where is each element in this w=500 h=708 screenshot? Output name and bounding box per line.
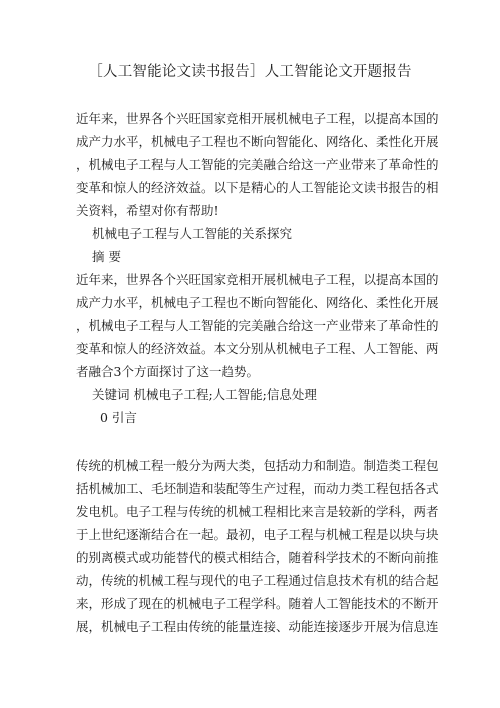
text-line: 括机械加工、毛坯制造和装配等生产过程，而动力类工程包括各式: [76, 481, 439, 496]
text-line: 成产力水平，机械电子工程也不断向智能化、网络化、柔性化开展: [76, 295, 439, 310]
text-line: 发电机。电子工程与传统的机械工程相比来言是较新的学科，两者: [76, 504, 439, 519]
text-line: 传统的机械工程一般分为两大类，包括动力和制造。制造类工程包: [76, 458, 439, 473]
text-line: 变革和惊人的经济效益。本文分别从机械电子工程、人工智能、两: [76, 341, 439, 356]
text-line: 的别离模式或功能替代的模式相结合，随着科学技术的不断向前推: [76, 550, 439, 565]
text-line: 近年来，世界各个兴旺国家竞相开展机械电子工程，以提高本国的: [76, 111, 439, 126]
text-line: ，机械电子工程与人工智能的完美融合给这一产业带来了革命性的: [76, 157, 439, 172]
text-line: 变革和惊人的经济效益。以下是精心的人工智能论文读书报告的相: [76, 180, 439, 195]
text-line: 者融合3个方面探讨了这一趋势。: [76, 364, 259, 379]
intro-paragraph: [76, 107, 439, 429]
section-heading: 0 引言: [100, 410, 137, 425]
text-line: 关资料，希望对你有帮助!: [76, 203, 219, 218]
document-title: ［人工智能论文读书报告］人工智能论文开题报告: [88, 64, 412, 80]
body-paragraph: [76, 454, 439, 638]
text-line: 展，机械电子工程由传统的能量连接、动能连接逐步开展为信息连: [76, 619, 439, 634]
text-line: 动，传统的机械工程与现代的电子工程通过信息技术有机的结合起: [76, 573, 439, 588]
text-line: 来，形成了现在的机械电子工程学科。随着人工智能技术的不断开: [76, 596, 439, 611]
text-line: 成产力水平，机械电子工程也不断向智能化、网络化、柔性化开展: [76, 134, 439, 149]
text-line: 近年来，世界各个兴旺国家竞相开展机械电子工程，以提高本国的: [76, 272, 439, 287]
text-line: ，机械电子工程与人工智能的完美融合给这一产业带来了革命性的: [76, 318, 439, 333]
keywords-line: 关键词 机械电子工程;人工智能;信息处理: [92, 387, 317, 402]
text-line: 于上世纪逐渐结合在一起。最初，电子工程与机械工程是以块与块: [76, 527, 439, 542]
article-subtitle: 机械电子工程与人工智能的关系探究: [92, 226, 293, 241]
abstract-heading: 摘 要: [92, 249, 121, 264]
